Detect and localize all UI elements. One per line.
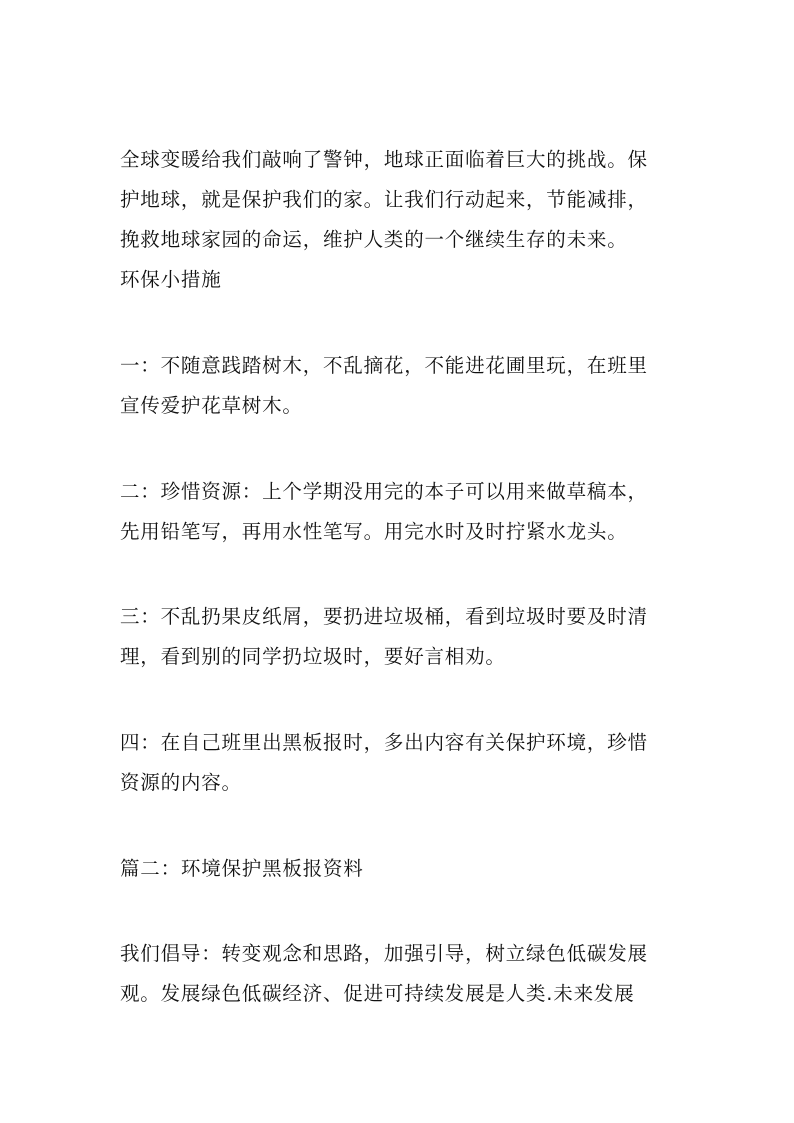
intro-line-2: 护地球，就是保护我们的家。让我们行动起来，节能减排， — [120, 188, 648, 211]
measures-title: 环保小措施 — [120, 268, 222, 291]
item-4-line-2: 资源的内容。 — [120, 771, 242, 794]
advocacy-line-1: 我们倡导：转变观念和思路，加强引导，树立绿色低碳发展 — [120, 942, 648, 965]
intro-line-3: 挽救地球家园的命运，维护人类的一个继续生存的未来。 — [120, 228, 628, 251]
item-1-line-2: 宣传爱护花草树木。 — [120, 394, 303, 417]
advocacy-line-2: 观。发展绿色低碳经济、促进可持续发展是人类.未来发展 — [120, 982, 635, 1005]
item-1-line-1: 一：不随意践踏树木，不乱摘花，不能进花圃里玩，在班里 — [120, 354, 648, 377]
item-3-line-1: 三：不乱扔果皮纸屑，要扔进垃圾桶，看到垃圾时要及时清 — [120, 605, 648, 628]
item-3-line-2: 理，看到别的同学扔垃圾时，要好言相劝。 — [120, 645, 506, 668]
item-2-line-2: 先用铅笔写，再用水性笔写。用完水时及时拧紧水龙头。 — [120, 520, 628, 543]
item-4-line-1: 四：在自己班里出黑板报时，多出内容有关保护环境，珍惜 — [120, 731, 648, 754]
intro-line-1: 全球变暖给我们敲响了警钟，地球正面临着巨大的挑战。保 — [120, 148, 648, 171]
item-2-line-1: 二：珍惜资源：上个学期没用完的本子可以用来做草稿本， — [120, 480, 648, 503]
section-2-title: 篇二：环境保护黑板报资料 — [120, 857, 364, 880]
